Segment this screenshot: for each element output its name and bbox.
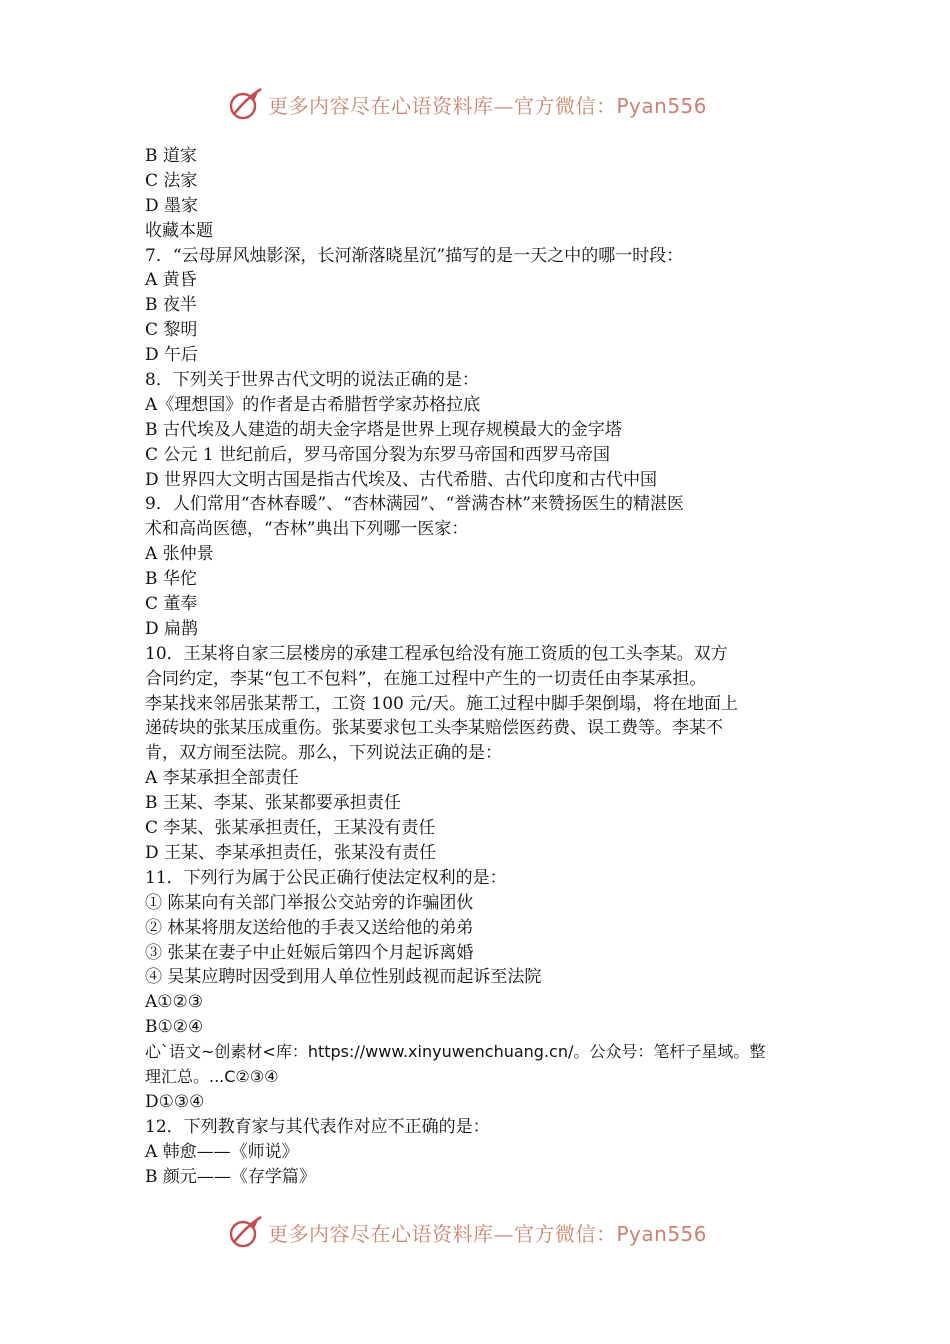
option-line: B 王某、李某、张某都要承担责任	[145, 793, 401, 814]
document-body	[145, 144, 815, 1189]
option-line: D 世界四大文明古国是指古代埃及、古代希腊、古代印度和古代中国	[145, 469, 658, 490]
header-watermark	[0, 84, 950, 124]
question-9-cont: 术和高尚医德，“杏林”典出下列哪一医家：	[145, 519, 469, 540]
statement-line: ① 陈某向有关部门举报公交站旁的诈骗团伙	[145, 892, 474, 913]
quill-logo-icon	[228, 1214, 264, 1250]
option-line: C 黎明	[145, 320, 198, 341]
option-line: B①②④	[145, 1017, 204, 1038]
question-9: 9．人们常用“杏林春暖”、“杏林满园”、“誉满杏林”来赞扬医生的精湛医	[145, 494, 684, 515]
option-line: D 墨家	[145, 195, 199, 216]
option-line: A《理想国》的作者是古希腊哲学家苏格拉底	[145, 394, 481, 415]
option-line: A 张仲景	[145, 544, 214, 565]
footer-watermark	[0, 1212, 950, 1252]
option-line: D 午后	[145, 345, 199, 366]
quill-logo-icon	[228, 86, 264, 122]
watermark-text: 更多内容尽在心语资料库—官方微信：Pyan556	[268, 1221, 708, 1246]
question-10-cont: 递砖块的张某压成重伤。张某要求包工头李某赔偿医药费、误工费等。李某不	[145, 718, 723, 739]
option-line: A①②③	[145, 992, 203, 1013]
question-7: 7．“云母屏风烛影深，长河渐落晓星沉”描写的是一天之中的哪一时段：	[145, 245, 684, 266]
question-10: 10．王某将自家三层楼房的承建工程承包给没有施工资质的包工头李某。双方	[145, 643, 728, 664]
statement-line: ③ 张某在妻子中止妊娠后第四个月起诉离婚	[145, 942, 474, 963]
option-line: A 李某承担全部责任	[145, 768, 299, 789]
statement-line: ② 林某将朋友送给他的手表又送给他的弟弟	[145, 917, 474, 938]
option-line: D 王某、李某承担责任，张某没有责任	[145, 842, 437, 863]
question-10-cont: 合同约定，李某“包工不包料”，在施工过程中产生的一切责任由李某承担。	[145, 668, 707, 689]
option-line: D①③④	[145, 1091, 205, 1112]
option-line: B 华佗	[145, 569, 197, 590]
watermark-text: 更多内容尽在心语资料库—官方微信：Pyan556	[268, 93, 708, 118]
question-12: 12．下列教育家与其代表作对应不正确的是：	[145, 1116, 490, 1137]
source-notice: 心`语文~创素材<库：https://www.xinyuwenchuang.cn/。公众号：笔杆子星域。整	[145, 1042, 766, 1062]
question-10-cont: 肯，双方闹至法院。那么，下列说法正确的是：	[145, 743, 502, 764]
question-11: 11．下列行为属于公民正确行使法定权利的是：	[145, 867, 507, 888]
option-line: B 古代埃及人建造的胡夫金字塔是世界上现存规模最大的金字塔	[145, 419, 622, 440]
wechat-id: Pyan556	[616, 93, 708, 118]
option-line: C 董奉	[145, 594, 198, 615]
option-line: B 颜元——《存学篇》	[145, 1166, 316, 1187]
question-10-cont: 李某找来邻居张某帮工，工资 100 元/天。施工过程中脚手架倒塌，将在地面上	[145, 693, 738, 714]
option-line: C 公元 1 世纪前后，罗马帝国分裂为东罗马帝国和西罗马帝国	[145, 444, 611, 465]
bookmark-link[interactable]: 收藏本题	[145, 220, 213, 241]
option-line: C 李某、张某承担责任，王某没有责任	[145, 818, 436, 839]
option-line: D 扁鹊	[145, 618, 199, 639]
statement-line: ④ 吴某应聘时因受到用人单位性别歧视而起诉至法院	[145, 967, 542, 988]
question-8: 8．下列关于世界古代文明的说法正确的是：	[145, 370, 479, 391]
wechat-id: Pyan556	[616, 1221, 708, 1246]
option-line: B 夜半	[145, 295, 197, 316]
option-line: C 法家	[145, 170, 198, 191]
source-notice-cont: 理汇总。...C②③④	[145, 1066, 279, 1086]
option-line: A 黄昏	[145, 270, 197, 291]
option-line: A 韩愈——《师说》	[145, 1141, 299, 1162]
option-line: B 道家	[145, 146, 197, 166]
